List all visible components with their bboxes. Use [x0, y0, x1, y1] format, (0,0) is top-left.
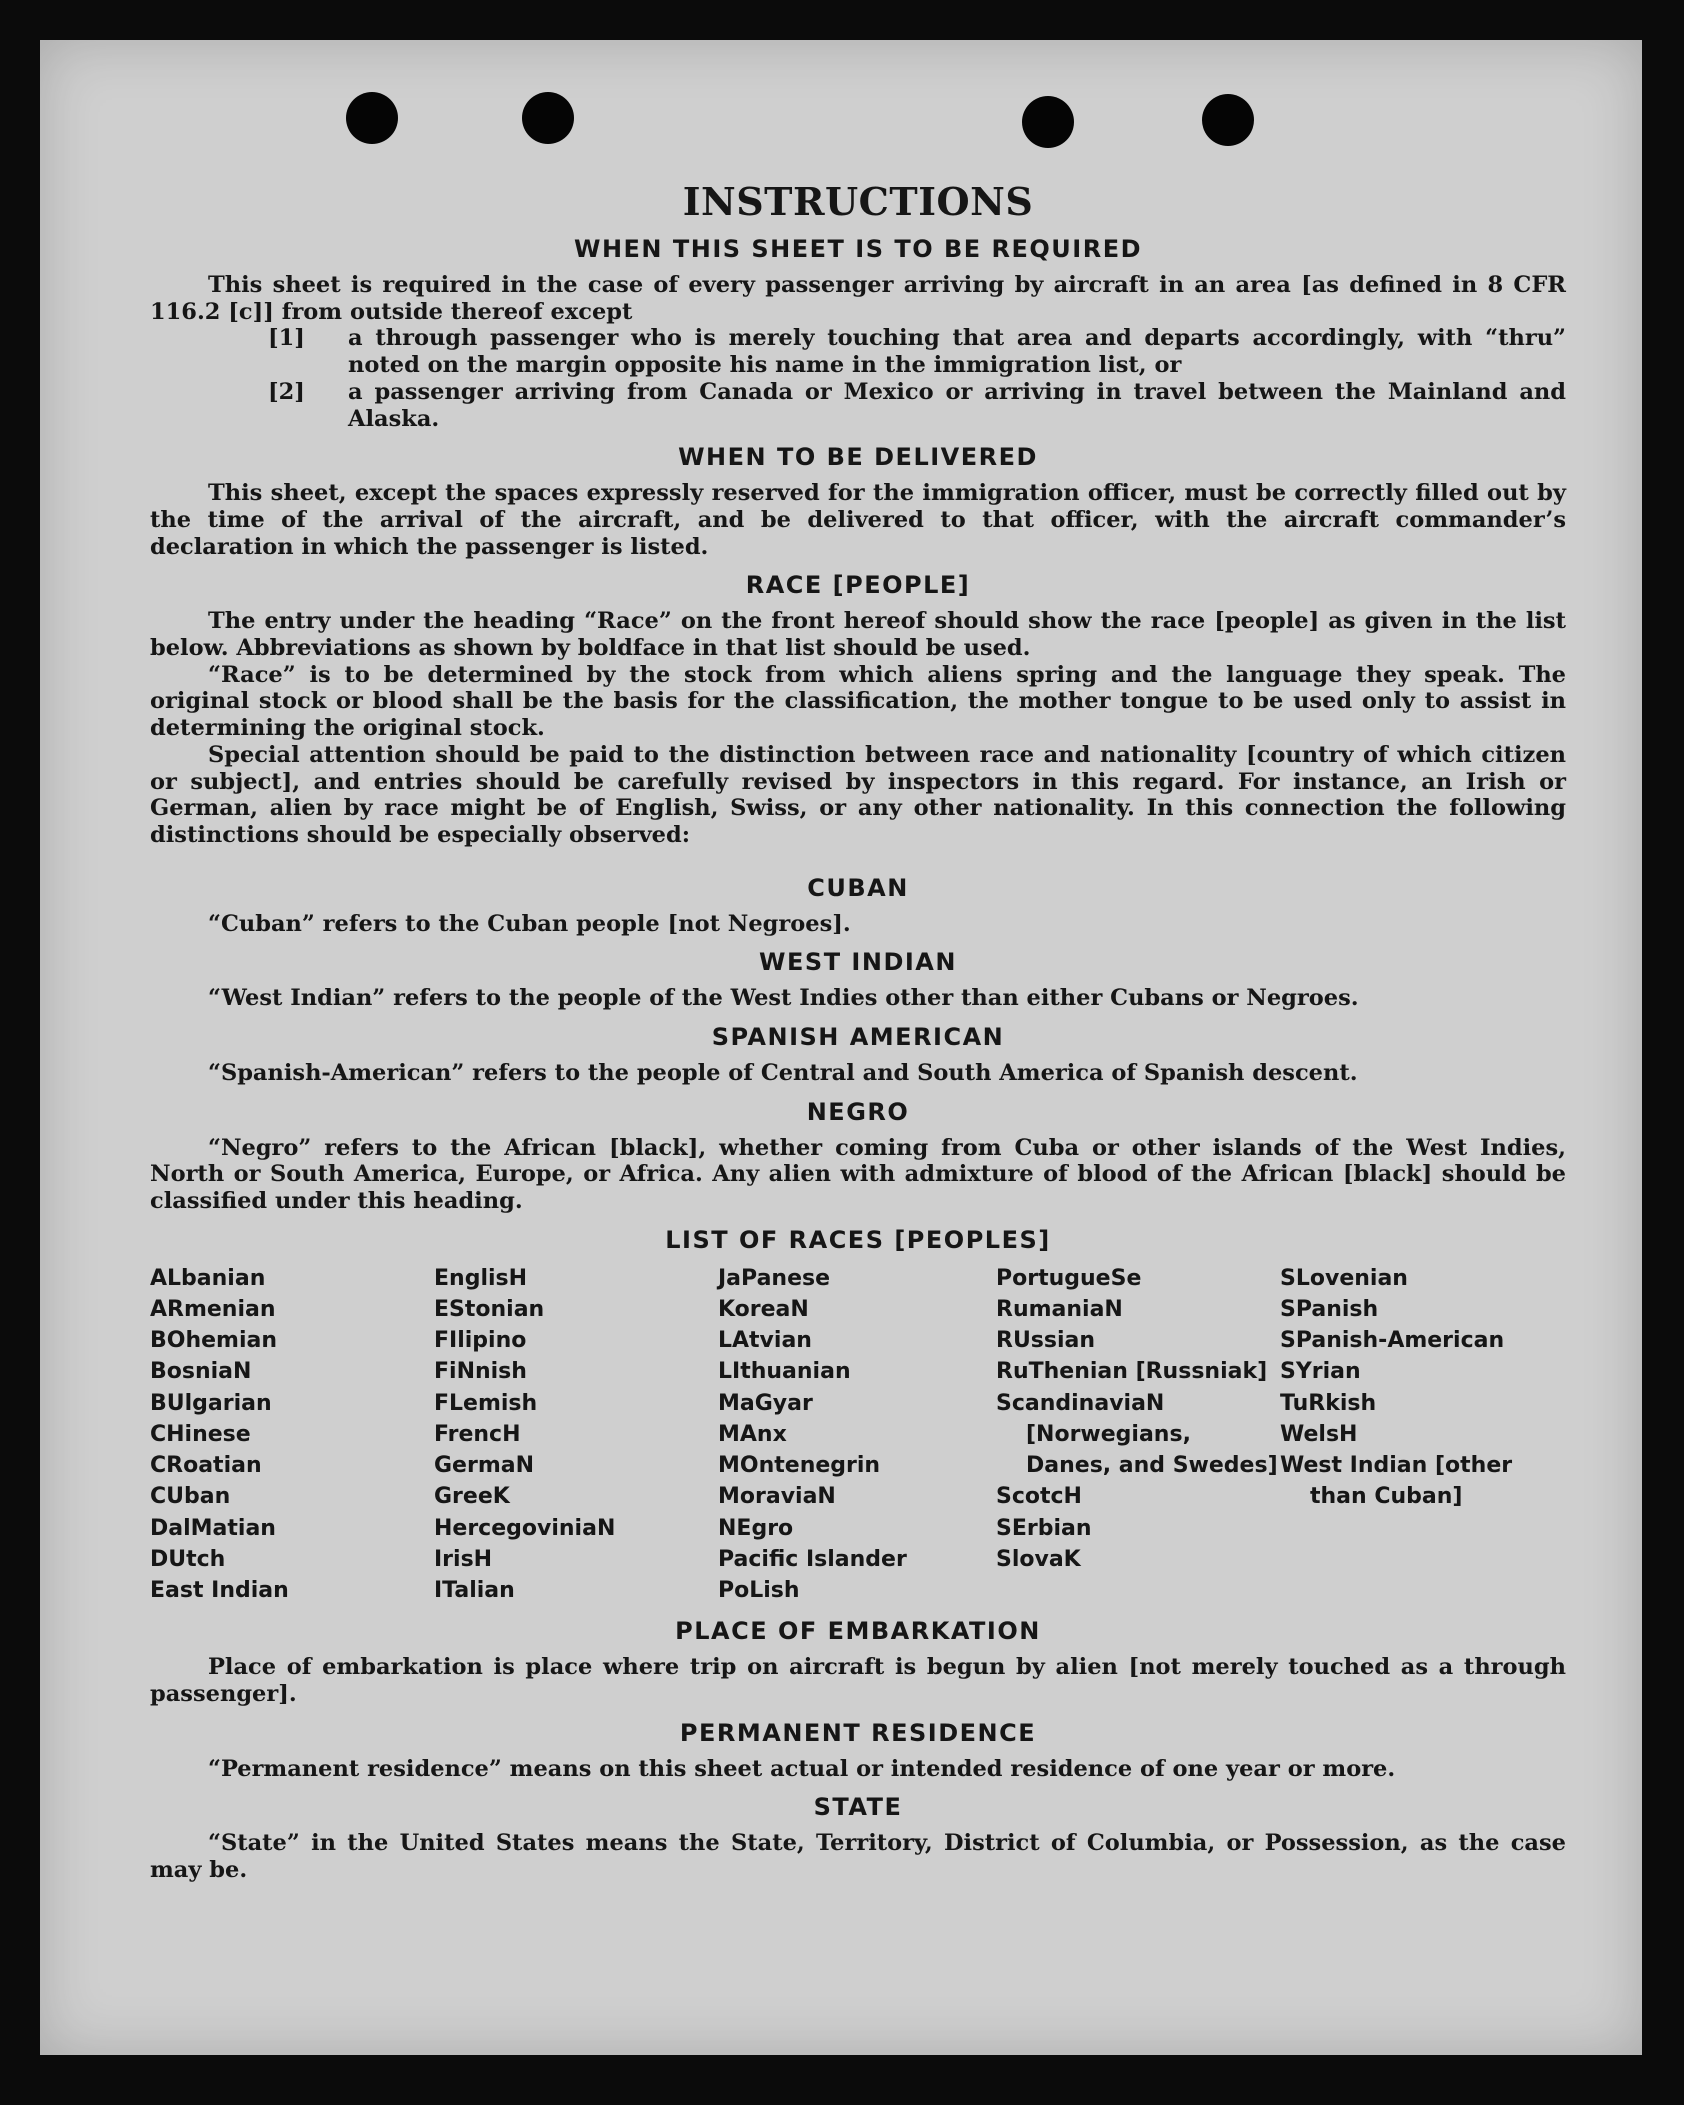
- race-entry: BosniaN: [150, 1359, 252, 1385]
- race-entry: RuThenian [Russniak]: [996, 1359, 1268, 1385]
- embarkation-text: Place of embarkation is place where trip on aircraft is begun by alien [not merely touched as a through passenger].: [150, 1654, 1566, 1707]
- exception-number: [2]: [268, 378, 305, 405]
- race-entry: RumaniaN: [996, 1297, 1123, 1323]
- punch-hole-4: [1202, 94, 1254, 146]
- race-entry: WelsH: [1280, 1421, 1358, 1447]
- heading-permanent-residence: PERMANENT RESIDENCE: [679, 1718, 1037, 1747]
- race-entry: Pacific Islander: [718, 1546, 907, 1572]
- race-entry: SlovaK: [996, 1546, 1081, 1572]
- race-entry: East Indian: [150, 1577, 289, 1603]
- race-entry: KoreaN: [718, 1297, 809, 1323]
- race-entry: ARmenian: [150, 1297, 276, 1323]
- race-entry: SPanish-American: [1280, 1328, 1505, 1354]
- race-entry: West Indian [other than Cuban]: [1280, 1453, 1513, 1510]
- punch-hole-1: [346, 92, 398, 144]
- race-entry: CRoatian: [150, 1453, 262, 1479]
- race-entry: SPanish: [1280, 1297, 1379, 1323]
- race-entry: MOntenegrin: [718, 1453, 881, 1479]
- race-entry: BUlgarian: [150, 1390, 272, 1416]
- state-text: “State” in the United States means the State, Territory, District of Columbia, or Possession, as the case may be.: [150, 1830, 1566, 1883]
- race-entry: EnglisH: [434, 1265, 528, 1291]
- heading-embarkation: PLACE OF EMBARKATION: [675, 1617, 1041, 1646]
- race-entry: EStonian: [434, 1297, 545, 1323]
- race-entry: CUban: [150, 1484, 231, 1510]
- races-column-1: [150, 1263, 434, 1606]
- race-entry: SLovenian: [1280, 1265, 1408, 1291]
- page-title: INSTRUCTIONS: [682, 179, 1034, 224]
- delivered-text: This sheet, except the spaces expressly reserved for the immigration officer, must be correctly filled out by the time of the arrival of the aircraft, and be delivered to that officer, with the aircraft commander’s declaration in which the passenger is listed.: [150, 480, 1566, 560]
- race-entry: GermaN: [434, 1453, 535, 1479]
- race-entry: SYrian: [1280, 1359, 1361, 1385]
- race-paragraph-3: Special attention should be paid to the distinction between race and nationality [country of which citizen or subject], and entries should be carefully revised by inspectors in this regard. For instance, an Irish or German, alien by race might be of English, Swiss, or any other nationality. In this connection the following distinctions should be especially observed:: [150, 741, 1566, 848]
- race-entry: ALbanian: [150, 1265, 266, 1291]
- required-intro: This sheet is required in the case of every passenger arriving by aircraft in an area [as defined in 8 CFR 116.2 [c]] from outside thereof except: [150, 272, 1566, 325]
- race-entry: DalMatian: [150, 1515, 276, 1541]
- race-entry: LAtvian: [718, 1328, 812, 1354]
- race-entry: IrisH: [434, 1546, 493, 1572]
- race-entry: FLemish: [434, 1390, 538, 1416]
- residence-text: “Permanent residence” means on this sheet actual or intended residence of one year or more.: [208, 1755, 1396, 1782]
- race-entry: JaPanese: [718, 1265, 831, 1291]
- exception-text: a passenger arriving from Canada or Mexico or arriving in travel between the Mainland and Alaska.: [348, 378, 1566, 432]
- race-entry: PoLish: [718, 1577, 800, 1603]
- race-entry: ITalian: [434, 1577, 515, 1603]
- document-sheet: [40, 40, 1642, 2055]
- spanish-american-text: “Spanish-American” refers to the people of Central and South America of Spanish descent.: [208, 1060, 1358, 1087]
- heading-cuban: CUBAN: [807, 873, 909, 902]
- race-entry: TuRkish: [1280, 1390, 1377, 1416]
- races-list: [150, 1263, 1566, 1606]
- races-column-2: [434, 1263, 718, 1606]
- heading-required: WHEN THIS SHEET IS TO BE REQUIRED: [573, 235, 1143, 263]
- exception-text: a through passenger who is merely touching that area and departs accordingly, with “thru” noted on the margin opposite his name in the immigration list, or: [348, 325, 1566, 379]
- races-column-5: [1280, 1263, 1566, 1606]
- race-entry: FiNnish: [434, 1359, 527, 1385]
- races-column-4: [996, 1263, 1280, 1606]
- negro-text: “Negro” refers to the African [black], whether coming from Cuba or other islands of the West Indies, North or South America, Europe, or Africa. Any alien with admixture of blood of the African [black] should be classified under this heading.: [150, 1134, 1566, 1215]
- race-entry: GreeK: [434, 1484, 510, 1510]
- punch-hole-3: [1022, 96, 1074, 148]
- race-entry: PortugueSe: [996, 1265, 1142, 1291]
- west-indian-text: “West Indian” refers to the people of the West Indies other than either Cubans or Negroes.: [208, 985, 1359, 1012]
- exception-item-1: [150, 325, 1566, 378]
- heading-west-indian: WEST INDIAN: [759, 948, 957, 977]
- heading-negro: NEGRO: [806, 1097, 910, 1126]
- heading-list-of-races: LIST OF RACES [PEOPLES]: [665, 1225, 1051, 1254]
- race-entry: CHinese: [150, 1421, 251, 1447]
- race-entry: FIlipino: [434, 1328, 527, 1354]
- exception-item-2: [150, 379, 1566, 432]
- race-entry: ScandinaviaN [Norwegians, Danes, and Swedes]: [996, 1390, 1278, 1479]
- races-column-3: [718, 1263, 996, 1606]
- race-entry: MAnx: [718, 1421, 787, 1447]
- race-entry: BOhemian: [150, 1328, 278, 1354]
- heading-race: RACE [PEOPLE]: [745, 571, 971, 600]
- heading-delivered: WHEN TO BE DELIVERED: [678, 443, 1038, 472]
- race-entry: SErbian: [996, 1515, 1092, 1541]
- race-entry: HercegoviniaN: [434, 1515, 616, 1541]
- exception-number: [1]: [268, 325, 305, 352]
- cuban-text: “Cuban” refers to the Cuban people [not Negroes].: [208, 910, 851, 937]
- race-paragraph-2: “Race” is to be determined by the stock from which aliens spring and the language they speak. The original stock or blood shall be the basis for the classification, the mother tongue to be used only to assist in determining the original stock.: [150, 661, 1566, 742]
- race-entry: DUtch: [150, 1546, 226, 1572]
- heading-state: STATE: [813, 1793, 903, 1822]
- race-entry: RUssian: [996, 1328, 1096, 1354]
- race-entry: NEgro: [718, 1515, 794, 1541]
- race-entry: FrencH: [434, 1421, 521, 1447]
- race-entry: MaGyar: [718, 1390, 813, 1416]
- punch-hole-2: [522, 92, 574, 144]
- instructions-content: [150, 180, 1566, 1884]
- race-entry: LIthuanian: [718, 1359, 851, 1385]
- heading-spanish-american: SPANISH AMERICAN: [711, 1023, 1005, 1052]
- race-paragraph-1: The entry under the heading “Race” on the front hereof should show the race [people] as given in the list below. Abbreviations as shown by boldface in that list should be used.: [150, 608, 1566, 662]
- race-entry: ScotcH: [996, 1484, 1082, 1510]
- race-entry: MoraviaN: [718, 1484, 836, 1510]
